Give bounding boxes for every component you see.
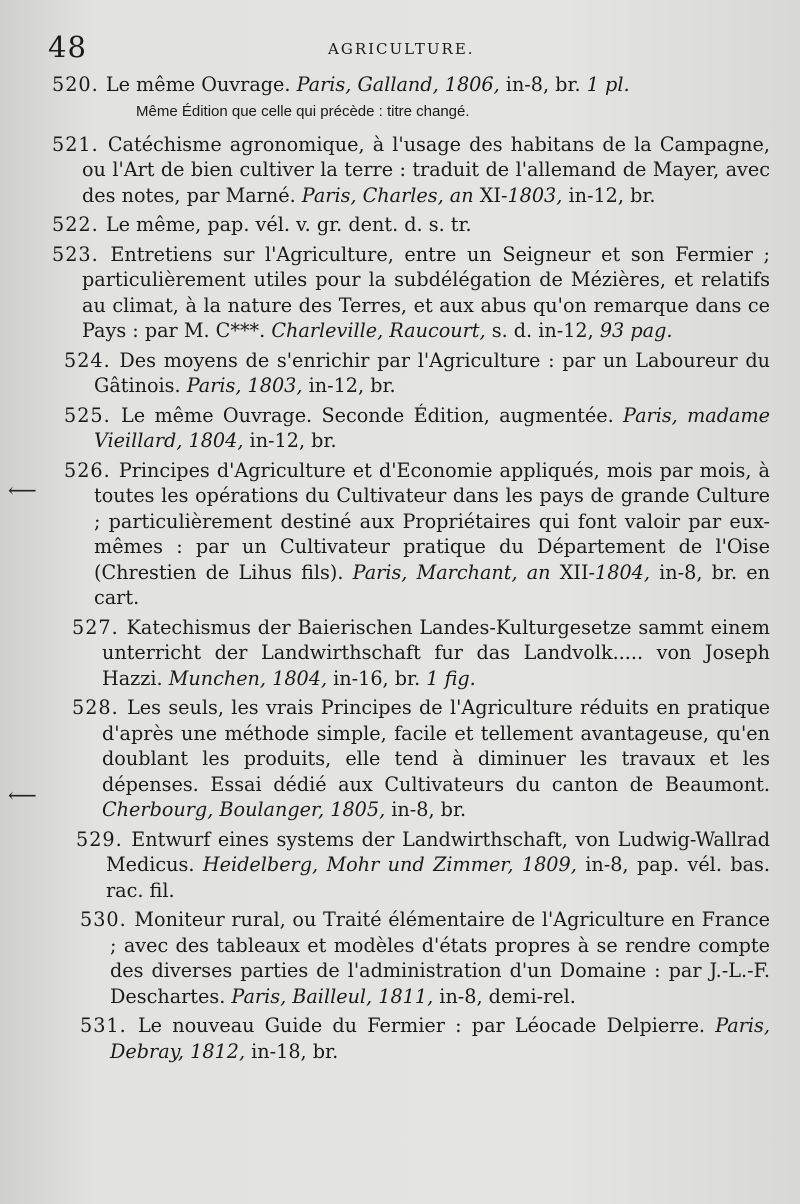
entry-text: in-8, pap. vél. bas. rac. fil.	[106, 853, 771, 902]
entry-imprint: 1 pl.	[586, 73, 630, 96]
entry-number: 530.	[80, 908, 135, 931]
entry-number: 527.	[72, 615, 127, 639]
entry-522	[52, 212, 770, 238]
entry-number: 526.	[64, 458, 119, 482]
margin-arrow-icon: ⟵	[8, 478, 37, 502]
entry-imprint: Paris, Debray, 1812,	[110, 1014, 770, 1063]
entry-imprint: 1804,	[595, 560, 650, 584]
entry-text: XII-	[550, 560, 596, 584]
entry-imprint: Paris, 1803,	[186, 374, 303, 397]
entry-520	[52, 72, 770, 98]
entry-text: Le même Ouvrage. Seconde Édition, augmentée.	[121, 403, 624, 427]
entry-524	[64, 348, 770, 399]
entry-text: Entwurf eines systems der Landwirthschaft, von Ludwig-Wallrad Medicus.	[106, 827, 770, 876]
entry-imprint: Paris, Galland, 1806,	[296, 73, 500, 96]
entry-text: Le même Ouvrage.	[105, 73, 297, 96]
entry-imprint: Cherbourg, Boulanger, 1805,	[102, 798, 386, 821]
entry-number: 531.	[80, 1014, 138, 1037]
entry-text: XI-	[473, 183, 508, 207]
entry-text: in-18, br.	[245, 1039, 339, 1063]
entry-text: Katechismus der Baierischen Landes-Kulturgesetze sammt einem unterricht der Landwirthschaft fur das Landvolk..... von Joseph Hazzi.	[102, 615, 770, 690]
entry-imprint: Paris, Bailleul, 1811,	[231, 984, 434, 1008]
entry-number: 529.	[76, 827, 132, 851]
entry-text: in-12, br.	[302, 374, 396, 397]
entry-number: 523.	[52, 242, 111, 266]
margin-arrow-icon: ⟵	[8, 783, 37, 807]
entry-text: Catéchisme agronomique, à l'usage des habitans de la Campagne, ou l'Art de bien cultiver la terre : traduit de l'allemand de Mayer, avec des notes, par Marné.	[82, 132, 770, 207]
entry-text: in-8, br.	[385, 798, 467, 821]
entry-imprint: Heidelberg, Mohr und Zimmer, 1809,	[202, 853, 577, 876]
entry-imprint: Charleville, Raucourt,	[271, 319, 486, 342]
entry-note: Même Édition que celle qui précède : titre changé.	[136, 102, 470, 120]
entry-text: in-12, br.	[562, 183, 656, 207]
bibliography-entries	[52, 72, 770, 1068]
entry-text: Le nouveau Guide du Fermier : par Léocade Delpierre.	[137, 1014, 716, 1037]
entry-525	[64, 403, 770, 454]
entry-521	[52, 132, 770, 209]
entry-text: in-8, demi-rel.	[433, 984, 576, 1008]
entry-number: 520.	[52, 73, 106, 96]
entry-imprint: Paris, Charles, an	[301, 183, 474, 207]
entry-imprint: 1 fig.	[426, 666, 476, 690]
entry-text: Le même, pap. vél. v. gr. dent. d. s. tr.	[105, 213, 472, 236]
page-number: 48	[48, 30, 87, 64]
entry-number: 522.	[52, 213, 106, 236]
entry-526	[64, 458, 770, 611]
entry-number: 521.	[52, 132, 108, 156]
entry-text: Moniteur rural, ou Traité élémentaire de l'Agriculture en France ; avec des tableaux et modèles d'états propres à se rendre compte des diverses parties de l'administration d'un Domaine : par J.-L.-F. Deschartes.	[110, 908, 770, 1008]
entry-imprint: Paris, Marchant, an	[352, 560, 551, 584]
entry-number: 524.	[64, 348, 120, 372]
entry-528	[72, 695, 770, 823]
entry-text: Principes d'Agriculture et d'Economie appliqués, mois par mois, à toutes les opérations du Cultivateur dans les pays de grande Culture ; particulièrement destiné aux Propriétaires qui font valoir par eux-mêmes : par un Cultivateur pratique du Département de l'Oise (Chrestien de Lihus fils).	[94, 458, 770, 584]
entry-523	[52, 242, 770, 344]
running-head: AGRICULTURE.	[328, 40, 475, 58]
page-header	[48, 30, 760, 70]
entry-text: Les seuls, les vrais Principes de l'Agriculture réduits en pratique d'après une méthode simple, facile et tellement avantageuse, qu'en doublant les produits, elle tend à diminuer les travaux et les dépenses. Essai dédié aux Cultivateurs du canton de Beaumont.	[102, 696, 770, 796]
entry-text: in-8, br.	[499, 73, 587, 96]
entry-text: s. d. in-12,	[485, 319, 600, 342]
entry-imprint: 93 pag.	[599, 319, 673, 342]
entry-531	[80, 1013, 770, 1064]
entry-text: in-16, br.	[327, 666, 427, 690]
entry-text: in-8, br. en cart.	[94, 560, 770, 609]
entry-530	[80, 907, 770, 1009]
entry-text: Entretiens sur l'Agriculture, entre un Seigneur et son Fermier ; particulièrement utiles pour la subdélégation de Mézières, et relatifs au climat, à la nature des Terres, et aux abus qu'on remarque dans ce Pays : par M. C***.	[82, 242, 770, 342]
entry-527	[72, 615, 770, 692]
entry-number: 528.	[72, 696, 128, 719]
entry-imprint: 1803,	[507, 183, 563, 207]
entry-number: 525.	[64, 403, 122, 427]
entry-imprint: Munchen, 1804,	[168, 666, 328, 690]
entry-529	[76, 827, 770, 904]
entry-text: Des moyens de s'enrichir par l'Agriculture : par un Laboureur du Gâtinois.	[94, 348, 770, 397]
entry-text: in-12, br.	[243, 429, 337, 452]
entry-imprint: Paris, madame Vieillard, 1804,	[94, 403, 770, 452]
